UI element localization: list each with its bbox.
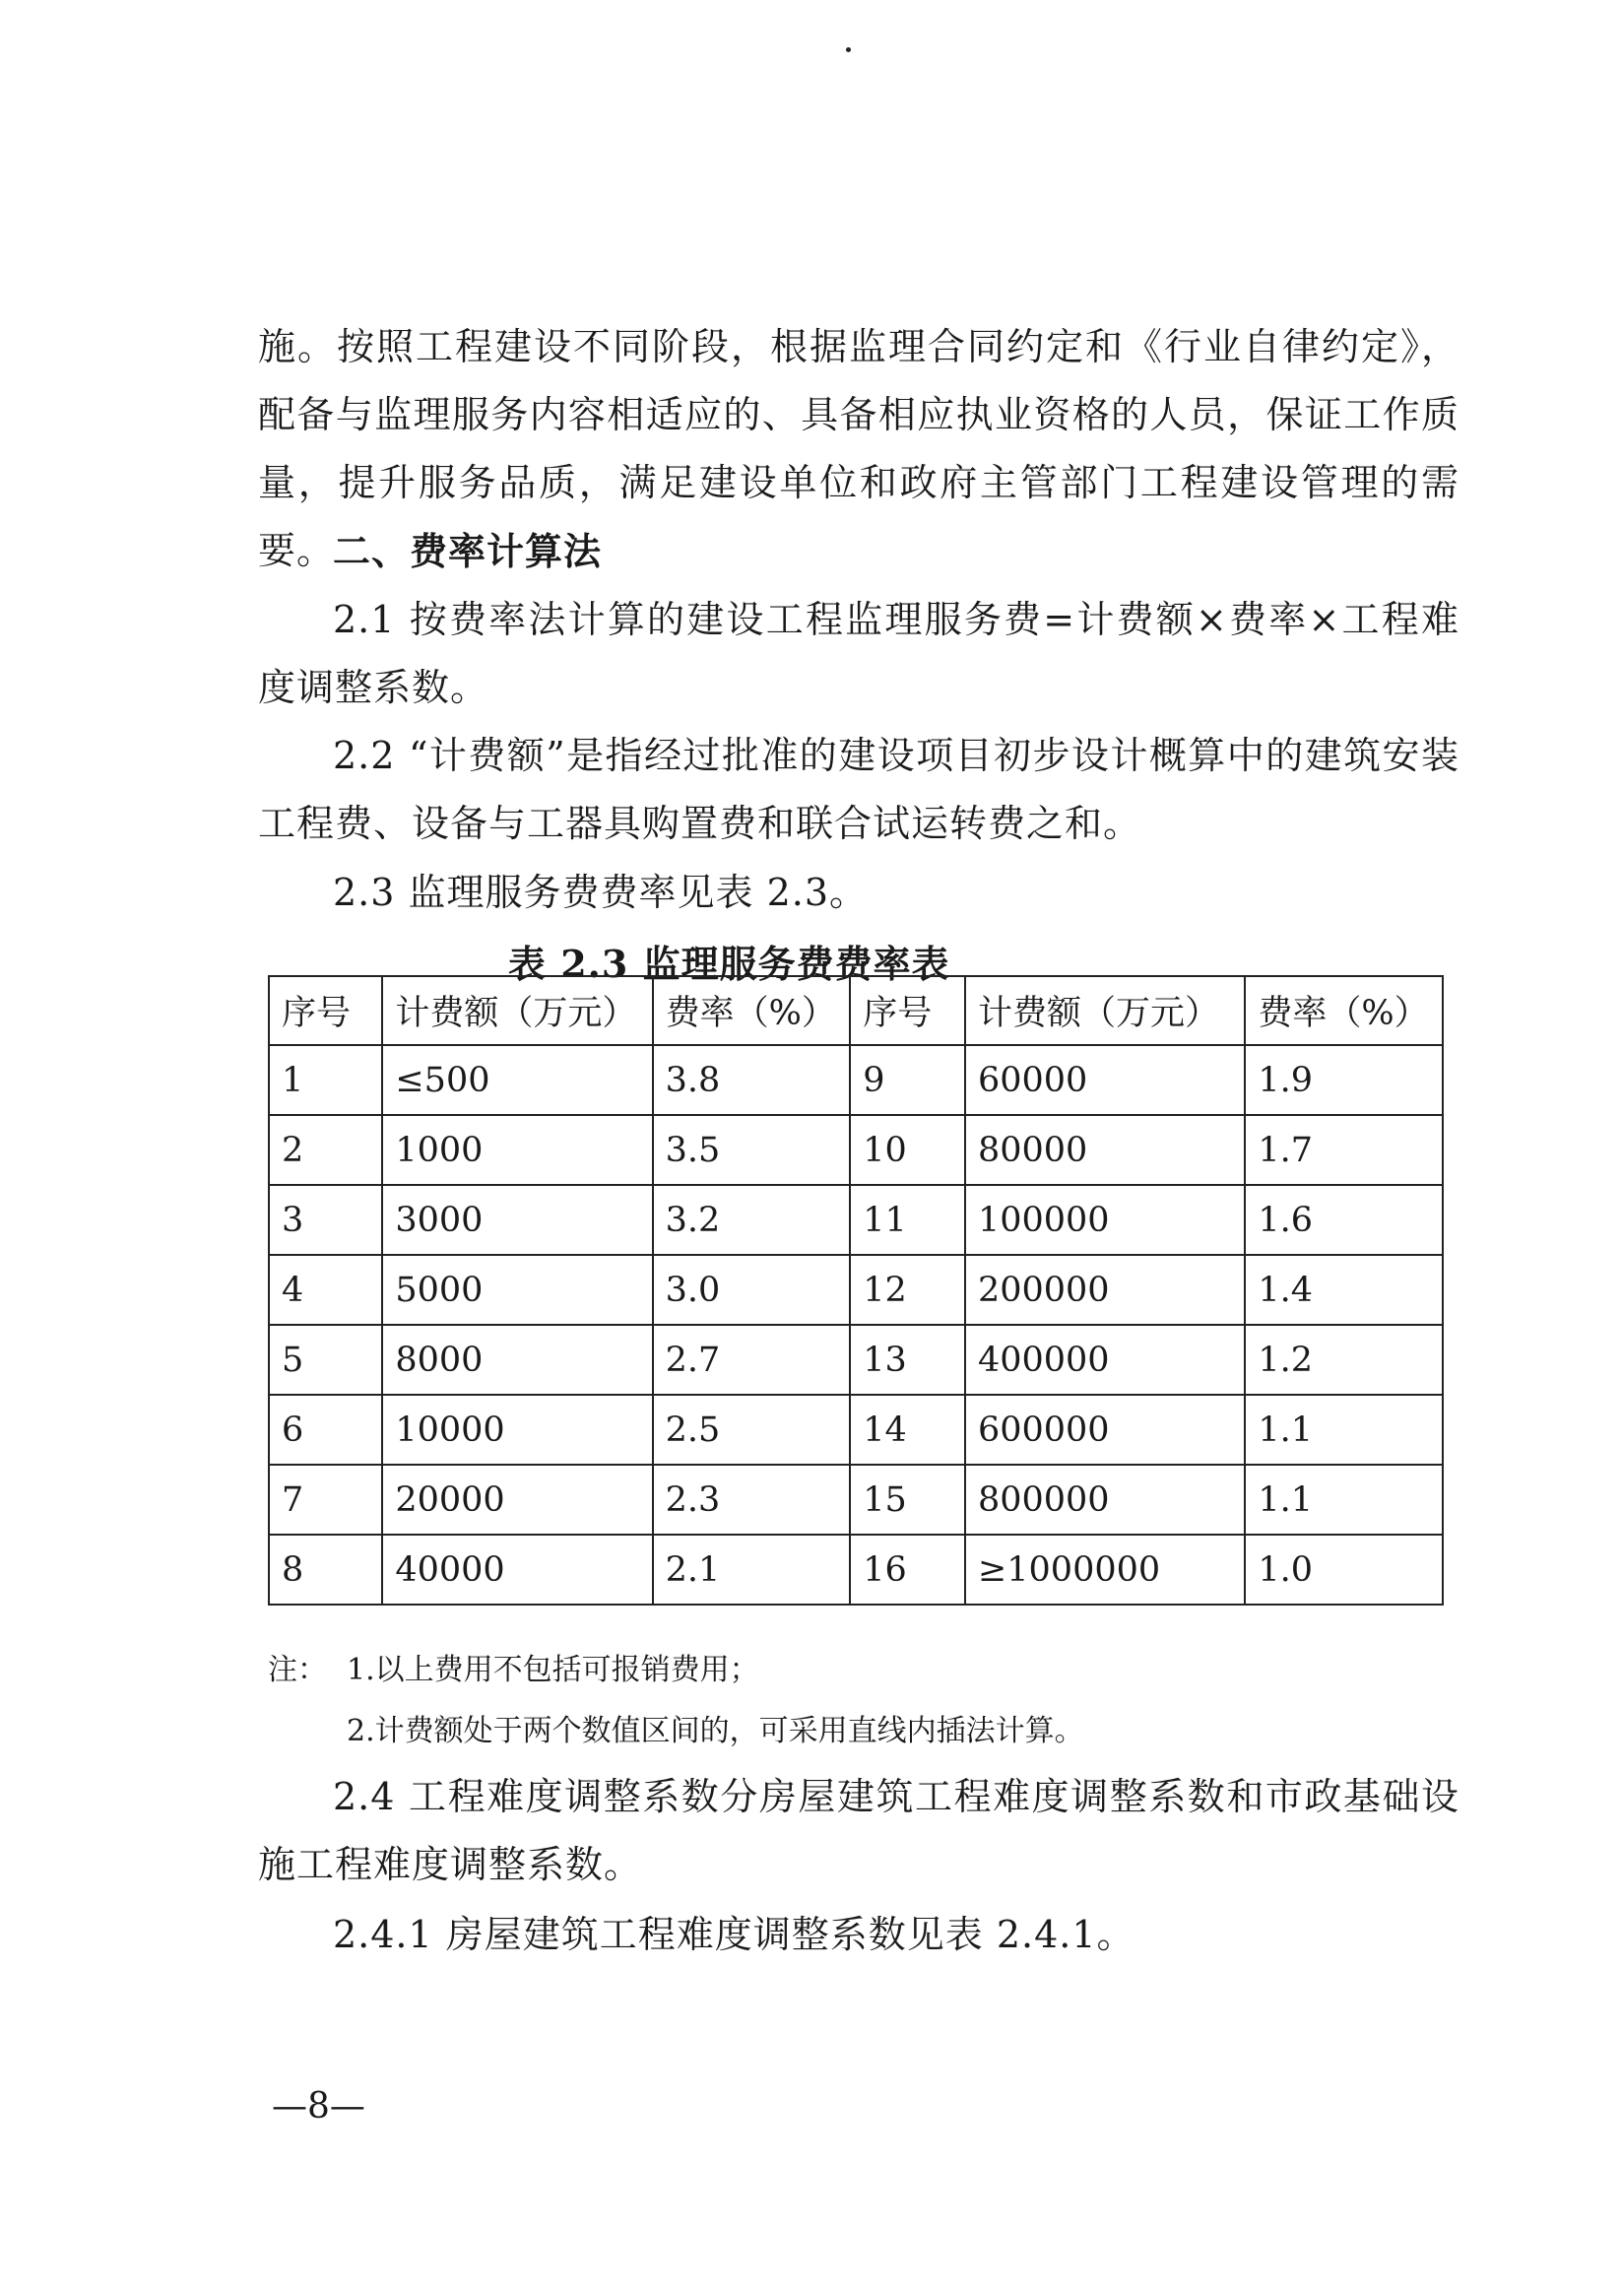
cell-rate: 1.7 [1245, 1115, 1443, 1185]
cell-rate: 3.5 [653, 1115, 851, 1185]
cell-index: 5 [269, 1325, 382, 1395]
cell-rate: 1.2 [1245, 1325, 1443, 1395]
header-index: 序号 [850, 976, 965, 1045]
rate-table [268, 975, 1444, 1606]
cell-index: 10 [850, 1115, 965, 1185]
table-row [269, 1395, 1443, 1465]
table-row [269, 1325, 1443, 1395]
cell-rate: 2.7 [653, 1325, 851, 1395]
cell-fee-base: 10000 [382, 1395, 652, 1465]
table-row [269, 1115, 1443, 1185]
cell-rate: 2.5 [653, 1395, 851, 1465]
cell-rate: 3.2 [653, 1185, 851, 1255]
cell-rate: 1.1 [1245, 1395, 1443, 1465]
table-title: 表 2.3 监理服务费费率表 [508, 942, 950, 986]
cell-fee-base: 100000 [965, 1185, 1245, 1255]
cell-index: 1 [269, 1045, 382, 1115]
paragraph-2-2: 2.2 “计费额”是指经过批准的建设项目初步设计概算中的建筑安装工程费、设备与工器具购置费和联合试运转费之和。 [258, 734, 1459, 845]
cell-index: 13 [850, 1325, 965, 1395]
header-fee-base: 计费额（万元） [382, 976, 652, 1045]
note-text: 1.以上费用不包括可报销费用； [347, 1653, 759, 1687]
cell-index: 12 [850, 1255, 965, 1325]
paragraph-2-1: 2.1 按费率法计算的建设工程监理服务费=计费额×费率×工程难度调整系数。 [258, 598, 1459, 709]
table-row [269, 1255, 1443, 1325]
note-label: 注： [268, 1653, 327, 1687]
cell-fee-base: 5000 [382, 1255, 652, 1325]
header-index: 序号 [269, 976, 382, 1045]
note-2 [347, 1712, 1084, 1751]
table-row [269, 1465, 1443, 1535]
cell-index: 2 [269, 1115, 382, 1185]
cell-index: 15 [850, 1465, 965, 1535]
cell-index: 4 [269, 1255, 382, 1325]
cell-fee-base: 1000 [382, 1115, 652, 1185]
note-1 [268, 1651, 759, 1690]
cell-rate: 3.0 [653, 1255, 851, 1325]
paragraph-continuation: 施。按照工程建设不同阶段，根据监理合同约定和《行业自律约定》，配备与监理服务内容相适应的、具备相应执业资格的人员，保证工作质量，提升服务品质，满足建设单位和政府主管部门工程建设管理的需要。 [258, 325, 1459, 572]
cell-fee-base: 40000 [382, 1535, 652, 1605]
cell-fee-base: 3000 [382, 1185, 652, 1255]
cell-fee-base: 600000 [965, 1395, 1245, 1465]
cell-index: 11 [850, 1185, 965, 1255]
cell-rate: 2.3 [653, 1465, 851, 1535]
table-row [269, 1185, 1443, 1255]
cell-index: 3 [269, 1185, 382, 1255]
cell-fee-base: 80000 [965, 1115, 1245, 1185]
note-text: 2.计费额处于两个数值区间的，可采用直线内插法计算。 [347, 1714, 1084, 1748]
cell-rate: 3.8 [653, 1045, 851, 1115]
cell-fee-base: 8000 [382, 1325, 652, 1395]
cell-rate: 1.6 [1245, 1185, 1443, 1255]
section-heading-rate-method: 二、费率计算法 [333, 530, 603, 573]
header-fee-base: 计费额（万元） [965, 976, 1245, 1045]
table-row [269, 1045, 1443, 1115]
cell-index: 9 [850, 1045, 965, 1115]
header-rate: 费率（%） [1245, 976, 1443, 1045]
scan-speck [846, 47, 851, 52]
cell-fee-base: ≤500 [382, 1045, 652, 1115]
cell-rate: 1.0 [1245, 1535, 1443, 1605]
header-rate: 费率（%） [653, 976, 851, 1045]
cell-fee-base: ≥1000000 [965, 1535, 1245, 1605]
paragraph-2-4-1: 2.4.1 房屋建筑工程难度调整系数见表 2.4.1。 [333, 1913, 1135, 1956]
cell-rate: 1.4 [1245, 1255, 1443, 1325]
cell-rate: 2.1 [653, 1535, 851, 1605]
cell-fee-base: 400000 [965, 1325, 1245, 1395]
table-row [269, 1535, 1443, 1605]
cell-fee-base: 200000 [965, 1255, 1245, 1325]
cell-fee-base: 20000 [382, 1465, 652, 1535]
cell-index: 8 [269, 1535, 382, 1605]
cell-fee-base: 60000 [965, 1045, 1245, 1115]
paragraph-2-3: 2.3 监理服务费费率见表 2.3。 [333, 871, 869, 914]
cell-index: 16 [850, 1535, 965, 1605]
cell-rate: 1.1 [1245, 1465, 1443, 1535]
paragraph-2-4: 2.4 工程难度调整系数分房屋建筑工程难度调整系数和市政基础设施工程难度调整系数。 [258, 1775, 1459, 1886]
cell-index: 7 [269, 1465, 382, 1535]
cell-index: 14 [850, 1395, 965, 1465]
cell-index: 6 [269, 1395, 382, 1465]
page-number: —8— [272, 2086, 365, 2127]
cell-fee-base: 800000 [965, 1465, 1245, 1535]
table-header-row [269, 976, 1443, 1045]
cell-rate: 1.9 [1245, 1045, 1443, 1115]
